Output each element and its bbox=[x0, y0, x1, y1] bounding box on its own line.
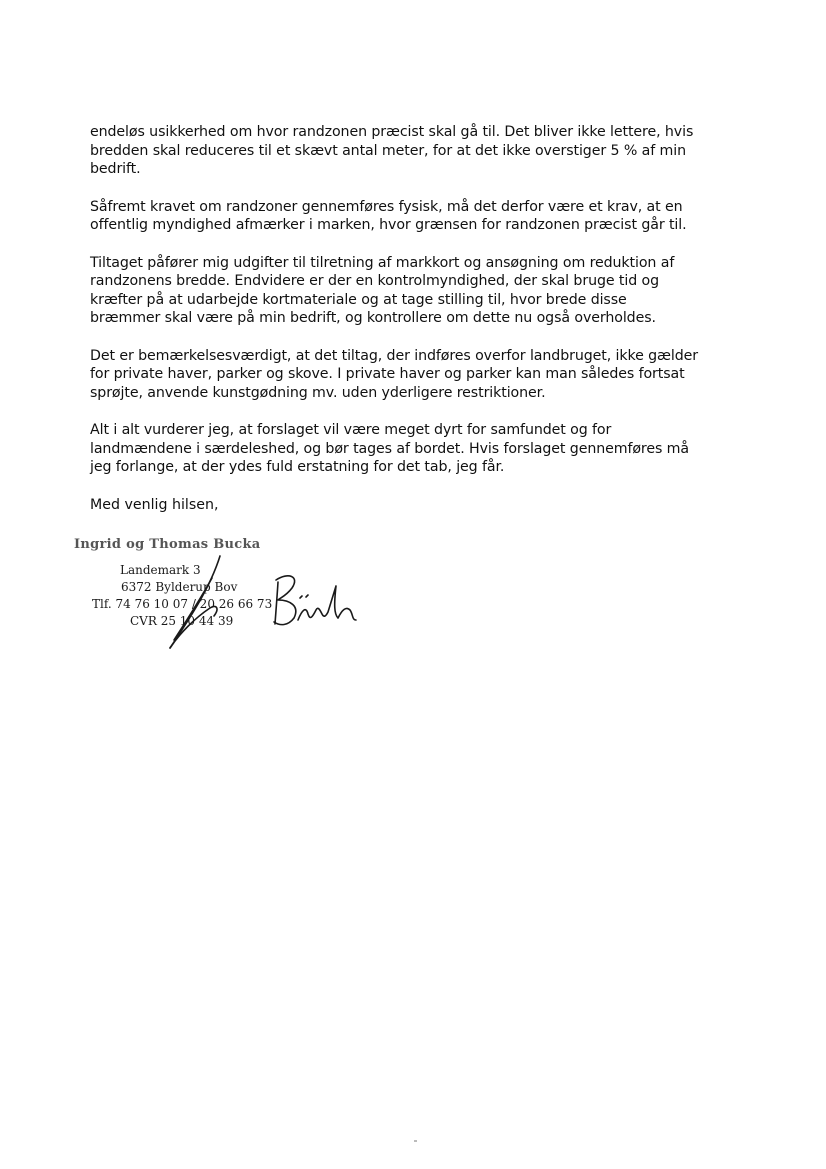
text-line: kræfter på at udarbejde kortmateriale og at tage stilling til, hvor brede disse bbox=[90, 291, 627, 308]
text-line: Tiltaget påfører mig udgifter til tilretning af markkort og ansøgning om reduktion af bbox=[90, 254, 675, 271]
text-line: sprøjte, anvende kunstgødning mv. uden yderligere restriktioner. bbox=[90, 384, 546, 401]
signature-stroke bbox=[298, 586, 356, 620]
text-line: endeløs usikkerhed om hvor randzonen præcist skal gå til. Det bliver ikke lettere, hvis bbox=[90, 124, 694, 140]
stamp-cvr: CVR 25 10 44 39 bbox=[130, 614, 234, 628]
paragraph-5 bbox=[90, 421, 750, 477]
text-line: jeg forlange, at der ydes fuld erstatning for det tab, jeg får. bbox=[90, 459, 505, 475]
paragraph-1 bbox=[90, 123, 750, 179]
text-line: Såfremt kravet om randzoner gennemføres fysisk, må det derfor være et krav, at en bbox=[90, 198, 683, 215]
stamp-street: Landemark 3 bbox=[120, 563, 201, 577]
letter-body bbox=[90, 123, 750, 514]
handwritten-signature-icon bbox=[150, 548, 370, 658]
stamp-city: 6372 Bylderup Bov bbox=[121, 580, 238, 594]
text-line: offentlig myndighed afmærker i marken, hvor grænsen for randzonen præcist går til. bbox=[90, 217, 687, 233]
text-line: bredden skal reduceres til et skævt antal meter, for at det ikke overstiger 5 % af min bbox=[90, 142, 686, 159]
stamp-name: Ingrid og Thomas Bucka bbox=[74, 537, 261, 552]
signature-stroke bbox=[300, 596, 302, 598]
text-line: bræmmer skal være på min bedrift, og kontrollere om dette nu også overholdes. bbox=[90, 310, 656, 326]
stamp-phone: Tlf. 74 76 10 07 / 20 26 66 73 bbox=[92, 597, 273, 611]
text-line: Det er bemærkelsesværdigt, at det tiltag, der indføres overfor landbruget, ikke gælder bbox=[90, 347, 698, 364]
text-line: bedrift. bbox=[90, 161, 141, 177]
text-line: landmændene i særdeleshed, og bør tages af bordet. Hvis forslaget gennemføres må bbox=[90, 440, 690, 457]
closing-salutation: Med venlig hilsen, bbox=[90, 496, 219, 513]
signature-stroke bbox=[275, 582, 278, 624]
text-line: for private haver, parker og skove. I private haver og parker kan man således fortsat bbox=[90, 366, 685, 382]
paragraph-2 bbox=[90, 198, 750, 235]
paragraph-4 bbox=[90, 347, 750, 403]
signature-stroke bbox=[174, 578, 212, 640]
text-line: Alt i alt vurderer jeg, at forslaget vil være meget dyrt for samfundet og for bbox=[90, 422, 612, 438]
signature-stroke bbox=[306, 595, 308, 597]
text-line: randzonens bredde. Endvidere er der en kontrolmyndighed, der skal bruge tid og bbox=[90, 273, 660, 289]
paragraph-3 bbox=[90, 254, 750, 328]
page-speck bbox=[414, 1140, 417, 1142]
